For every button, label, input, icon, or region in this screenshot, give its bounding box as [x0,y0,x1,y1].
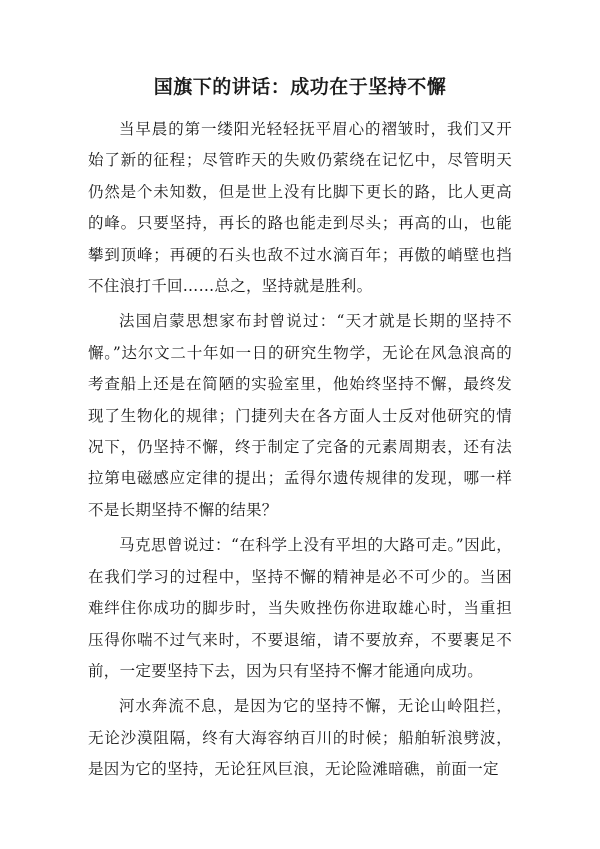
paragraph-1: 当早晨的第一缕阳光轻轻抚平眉心的褶皱时，我们又开始了新的征程；尽管昨天的失败仍萦绕在记忆中，尽管明天仍然是个未知数，但是世上没有比脚下更长的路，比人更高的峰。只要坚持，再长的路也能走到尽头；再高的山，也能攀到顶峰；再硬的石头也敌不过水滴百年；再傲的峭壁也挡不住浪打千回……总之，坚持就是胜利。 [88,120,512,296]
document-page [88,72,512,790]
paragraph-3: 马克思曾说过：“在科学上没有平坦的大路可走。”因此，在我们学习的过程中，坚持不懈的精神是必不可少的。当困难绊住你成功的脚步时，当失败挫伤你进取雄心时，当重担压得你喘不过气来时，不要退缩，请不要放弃，不要裹足不前，一定要坚持下去，因为只有坚持不懈才能通向成功。 [88,536,512,680]
document-title: 国旗下的讲话：成功在于坚持不懈 [153,76,447,98]
paragraph-4: 河水奔流不息，是因为它的坚持不懈，无论山岭阻拦，无论沙漠阻隔，终有大海容纳百川的时候；船舶斩浪劈波，是因为它的坚持，无论狂风巨浪，无论险滩暗礁，前面一定 [88,697,512,779]
paragraph-2: 法国启蒙思想家布封曾说过：“天才就是长期的坚持不懈。”达尔文二十年如一日的研究生物学，无论在风急浪高的考查船上还是在简陋的实验室里，他始终坚持不懈，最终发现了生物化的规律；门捷列夫在各方面人士反对他研究的情况下，仍坚持不懈，终于制定了完备的元素周期表，还有法拉第电磁感应定律的提出；孟得尔遗传规律的发现，哪一样不是长期坚持不懈的结果？ [88,312,512,519]
